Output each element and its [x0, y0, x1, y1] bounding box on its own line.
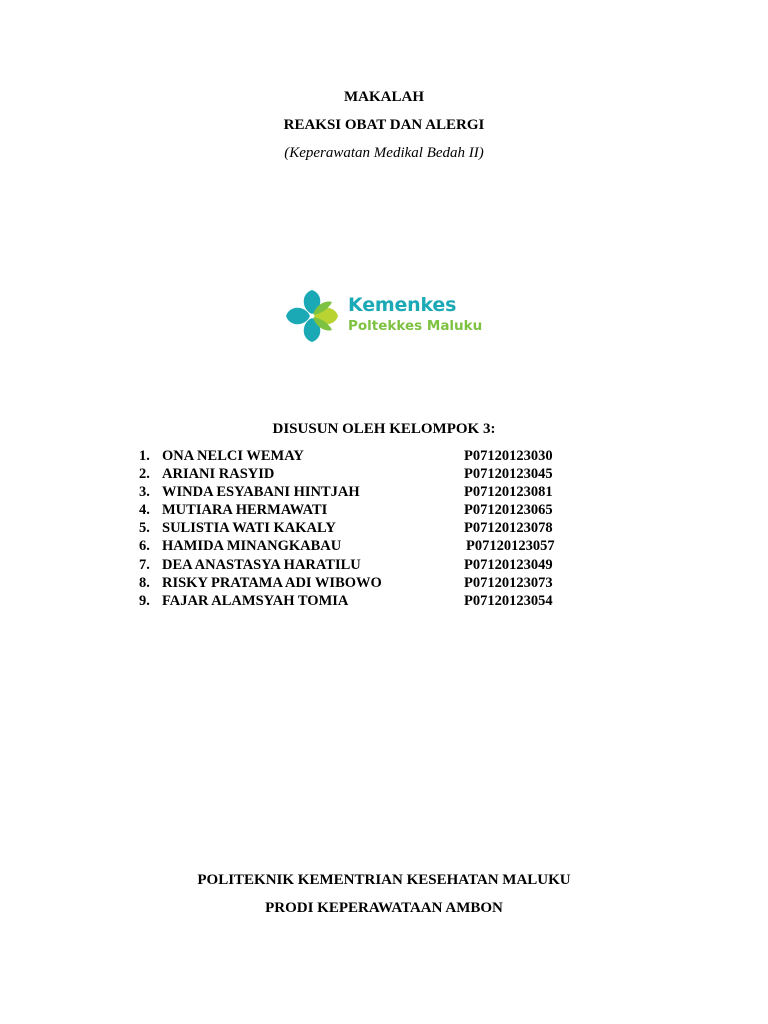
- list-item: [139, 574, 579, 592]
- list-item: [139, 592, 579, 610]
- program-name: PRODI KEPERAWATAAN AMBON: [265, 900, 503, 916]
- member-name: SULISTIA WATI KAKALY: [162, 520, 336, 537]
- member-nim: P07120123049: [464, 556, 553, 573]
- list-item: [139, 483, 579, 501]
- member-name: MUTIARA HERMAWATI: [162, 502, 328, 519]
- member-nim: P07120123054: [464, 592, 553, 609]
- member-name: ONA NELCI WEMAY: [162, 448, 304, 464]
- document-subtitle: (Keperawatan Medikal Bedah II): [284, 145, 484, 161]
- member-number: 1.: [139, 448, 150, 464]
- member-name: ARIANI RASYID: [162, 466, 275, 483]
- member-number: 3.: [139, 484, 150, 501]
- member-nim: P07120123045: [464, 466, 553, 483]
- member-name: FAJAR ALAMSYAH TOMIA: [162, 592, 349, 609]
- member-number: 2.: [139, 466, 150, 483]
- member-name: RISKY PRATAMA ADI WIBOWO: [162, 574, 382, 591]
- member-number: 9.: [139, 592, 150, 609]
- member-nim: P07120123065: [464, 502, 553, 519]
- member-name: WINDA ESYABANI HINTJAH: [162, 484, 360, 501]
- member-number: 6.: [139, 538, 150, 555]
- document-title: MAKALAH: [344, 89, 424, 105]
- logo-title: Kemenkes: [348, 294, 457, 316]
- member-number: 8.: [139, 574, 150, 591]
- member-nim: P07120123073: [464, 574, 553, 591]
- list-item: [139, 537, 579, 555]
- list-item: [139, 501, 579, 519]
- member-name: HAMIDA MINANGKABAU: [162, 538, 342, 555]
- group-heading: DISUSUN OLEH KELOMPOK 3:: [272, 421, 496, 437]
- document-topic: REAKSI OBAT DAN ALERGI: [283, 117, 485, 133]
- kemenkes-logo: [284, 288, 484, 344]
- member-nim: P07120123081: [464, 484, 553, 501]
- member-name: DEA ANASTASYA HARATILU: [162, 556, 361, 573]
- member-nim: P07120123078: [464, 520, 553, 537]
- member-nim: P07120123030: [464, 448, 553, 464]
- member-nim: P07120123057: [466, 538, 555, 555]
- list-item: [139, 447, 579, 465]
- member-number: 4.: [139, 502, 150, 519]
- list-item: [139, 465, 579, 483]
- kemenkes-logo-icon: [284, 288, 340, 344]
- list-item: [139, 519, 579, 537]
- member-list: [139, 447, 579, 610]
- member-number: 5.: [139, 520, 150, 537]
- member-number: 7.: [139, 556, 150, 573]
- institution-name: POLITEKNIK KEMENTRIAN KESEHATAN MALUKU: [197, 872, 571, 888]
- list-item: [139, 556, 579, 574]
- logo-subtitle: Poltekkes Maluku: [348, 318, 483, 334]
